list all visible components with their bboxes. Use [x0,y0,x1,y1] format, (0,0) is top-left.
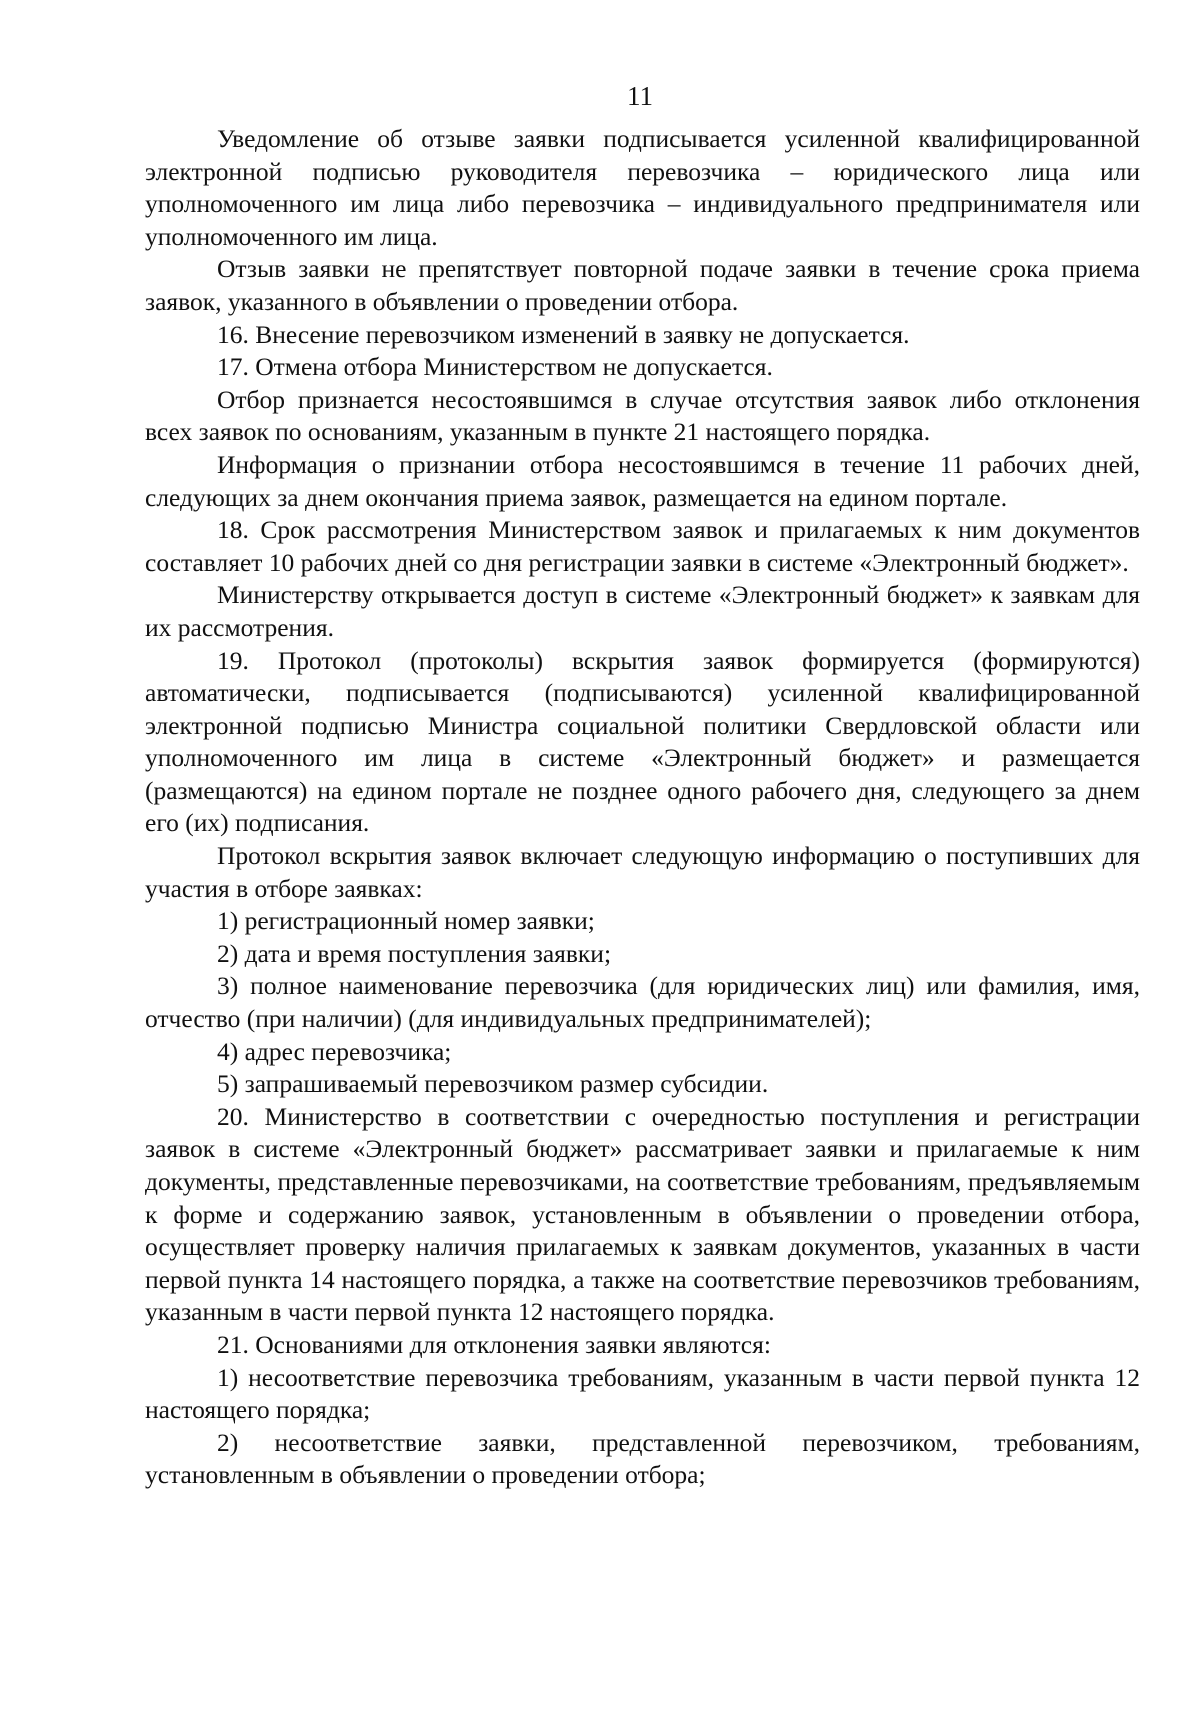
paragraph-item-20: 20. Министерство в соответствии с очередностью поступления и регистрации заявок в системе «Электронный бюджет» рассматривает заявки и прилагаемые к ним документы, представленные перевозчиками, на соответствие требованиям, предъявляемым к форме и содержанию заявок, установленным в объявлении о проведении отбора, осуществляет проверку наличия прилагаемых к заявкам документов, указанных в части первой пункта 14 настоящего порядка, а также на соответствие перевозчиков требованиям, указанным в части первой пункта 12 настоящего порядка. [145,1101,1140,1327]
list-item-rejection-carrier: 1) несоответствие перевозчика требованиям, указанным в части первой пункта 12 настоящего порядка; [145,1362,1140,1425]
list-item-registration-number: 1) регистрационный номер заявки; [217,906,595,936]
list-item-carrier-address: 4) адрес перевозчика; [217,1036,452,1066]
list-item-carrier-name: 3) полное наименование перевозчика (для юридических лиц) или фамилия, имя, отчество (при наличии) (для индивидуальных предпринимателей); [145,971,1140,1034]
paragraph-withdrawal-notice: Уведомление об отзыве заявки подписывается усиленной квалифицированной электронной подписью руководителя перевозчика – юридического лица или уполномоченного им лица либо перевозчика – индивидуального предпринимателя или уполномоченного им лица. [145,124,1140,251]
paragraph-item-21: 21. Основаниями для отклонения заявки являются: [217,1329,771,1359]
list-item-subsidy-amount: 5) запрашиваемый перевозчиком размер субсидии. [217,1069,769,1099]
paragraph-item-16: 16. Внесение перевозчиком изменений в заявку не допускается. [217,319,910,349]
paragraph-selection-failed-info: Информация о признании отбора несостоявшимся в течение 11 рабочих дней, следующих за днем окончания приема заявок, размещается на едином портале. [145,449,1140,512]
paragraph-protocol-contents: Протокол вскрытия заявок включает следующую информацию о поступивших для участия в отборе заявках: [145,841,1140,903]
document-body [145,123,1140,1492]
paragraph-selection-failed: Отбор признается несостоявшимся в случае отсутствия заявок либо отклонения всех заявок по основаниям, указанным в пункте 21 настоящего порядка. [145,384,1140,447]
paragraph-withdrawal-resubmission: Отзыв заявки не препятствует повторной подаче заявки в течение срока приема заявок, указанного в объявлении о проведении отбора. [145,254,1140,316]
paragraph-item-19: 19. Протокол (протоколы) вскрытия заявок формируется (формируются) автоматически, подписывается (подписываются) усиленной квалифицированной электронной подписью Министра социальной политики Свердловской области или уполномоченного им лица в системе «Электронный бюджет» и размещается (размещаются) на едином портале не позднее одного рабочего дня, следующего за днем его (их) подписания. [145,645,1140,838]
paragraph-item-18: 18. Срок рассмотрения Министерством заявок и прилагаемых к ним документов составляет 10 рабочих дней со дня регистрации заявки в системе «Электронный бюджет». [145,515,1140,577]
list-item-date-time: 2) дата и время поступления заявки; [217,938,612,968]
page-number: 11 [627,81,653,111]
paragraph-ministry-access: Министерству открывается доступ в системе «Электронный бюджет» к заявкам для их рассмотрения. [145,580,1140,642]
paragraph-item-17: 17. Отмена отбора Министерством не допускается. [217,352,773,382]
list-item-rejection-application: 2) несоответствие заявки, представленной перевозчиком, требованиям, установленным в объявлении о проведении отбора; [145,1427,1140,1490]
